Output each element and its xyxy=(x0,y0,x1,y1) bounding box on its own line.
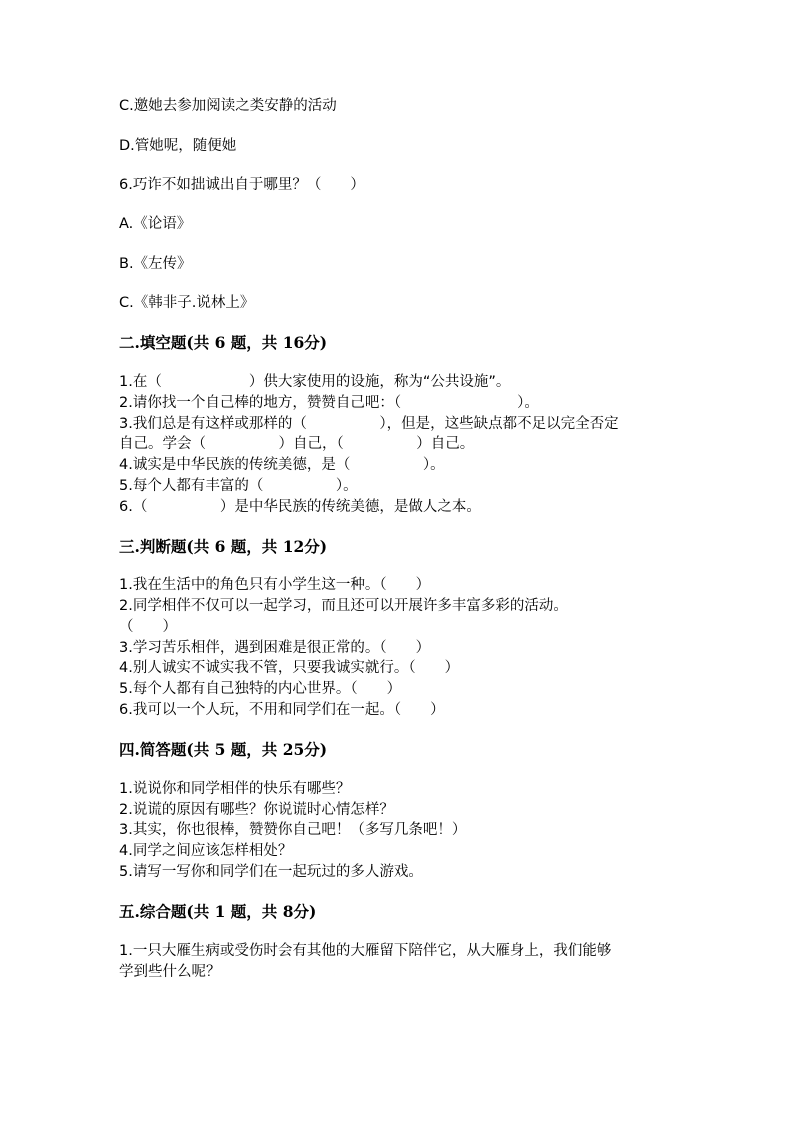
section-4-title: 四.简答题(共 5 题，共 25分) xyxy=(119,740,328,759)
true-false-line: 6.我可以一个人玩，不用和同学们在一起。（ ） xyxy=(119,702,445,718)
short-answer-line: 2.说谎的原因有哪些？你说谎时心情怎样？ xyxy=(119,802,394,818)
true-false-line: 1.我在生活中的角色只有小学生这一种。（ ） xyxy=(119,577,431,593)
fill-blank-line: 3.我们总是有这样或那样的（ ），但是，这些缺点都不足以完全否定 xyxy=(119,416,619,432)
true-false-line: （ ） xyxy=(119,619,177,635)
true-false-line: 3.学习苦乐相伴，遇到困难是很正常的。（ ） xyxy=(119,640,431,656)
short-answer-line: 3.其实，你也很棒，赞赞你自己吧！（多写几条吧！） xyxy=(119,822,467,838)
fill-blank-line: 2.请你找一个自己棒的地方，赞赞自己吧：（ ）。 xyxy=(119,395,539,411)
true-false-line: 4.别人诚实不诚实我不管，只要我诚实就行。（ ） xyxy=(119,660,460,676)
option-c: C.邀她去参加阅读之类安静的活动 xyxy=(119,98,337,114)
short-answer-line: 4.同学之间应该怎样相处？ xyxy=(119,843,293,859)
comprehensive-line: 1.一只大雁生病或受伤时会有其他的大雁留下陪伴它，从大雁身上，我们能够 xyxy=(119,943,612,959)
question-6-option-a: A.《论语》 xyxy=(119,216,192,232)
fill-blank-line: 5.每个人都有丰富的（ ）。 xyxy=(119,478,358,494)
comprehensive-line: 学到些什么呢？ xyxy=(119,964,221,980)
fill-blank-line: 6.（ ）是中华民族的传统美德，是做人之本。 xyxy=(119,499,481,515)
question-6-option-c: C.《韩非子.说林上》 xyxy=(119,295,255,311)
question-6-option-b: B.《左传》 xyxy=(119,256,192,272)
true-false-line: 5.每个人都有自己独特的内心世界。（ ） xyxy=(119,681,402,697)
true-false-line: 2.同学相伴不仅可以一起学习，而且还可以开展许多丰富多彩的活动。 xyxy=(119,598,568,614)
short-answer-line: 1.说说你和同学相伴的快乐有哪些？ xyxy=(119,781,351,797)
section-5-title: 五.综合题(共 1 题，共 8分) xyxy=(119,902,317,921)
option-d: D.管她呢，随便她 xyxy=(119,138,237,154)
question-6-stem: 6.巧诈不如拙诚出自于哪里？（ ） xyxy=(119,177,365,193)
section-3-title: 三.判断题(共 6 题，共 12分) xyxy=(119,537,328,556)
fill-blank-line: 1.在（ ）供大家使用的设施，称为“公共设施”。 xyxy=(119,374,511,390)
section-2-title: 二.填空题(共 6 题，共 16分) xyxy=(119,333,328,352)
fill-blank-line: 自己。学会（ ）自己，（ ）自己。 xyxy=(119,436,475,452)
fill-blank-line: 4.诚实是中华民族的传统美德，是（ ）。 xyxy=(119,457,445,473)
short-answer-line: 5.请写一写你和同学们在一起玩过的多人游戏。 xyxy=(119,864,423,880)
